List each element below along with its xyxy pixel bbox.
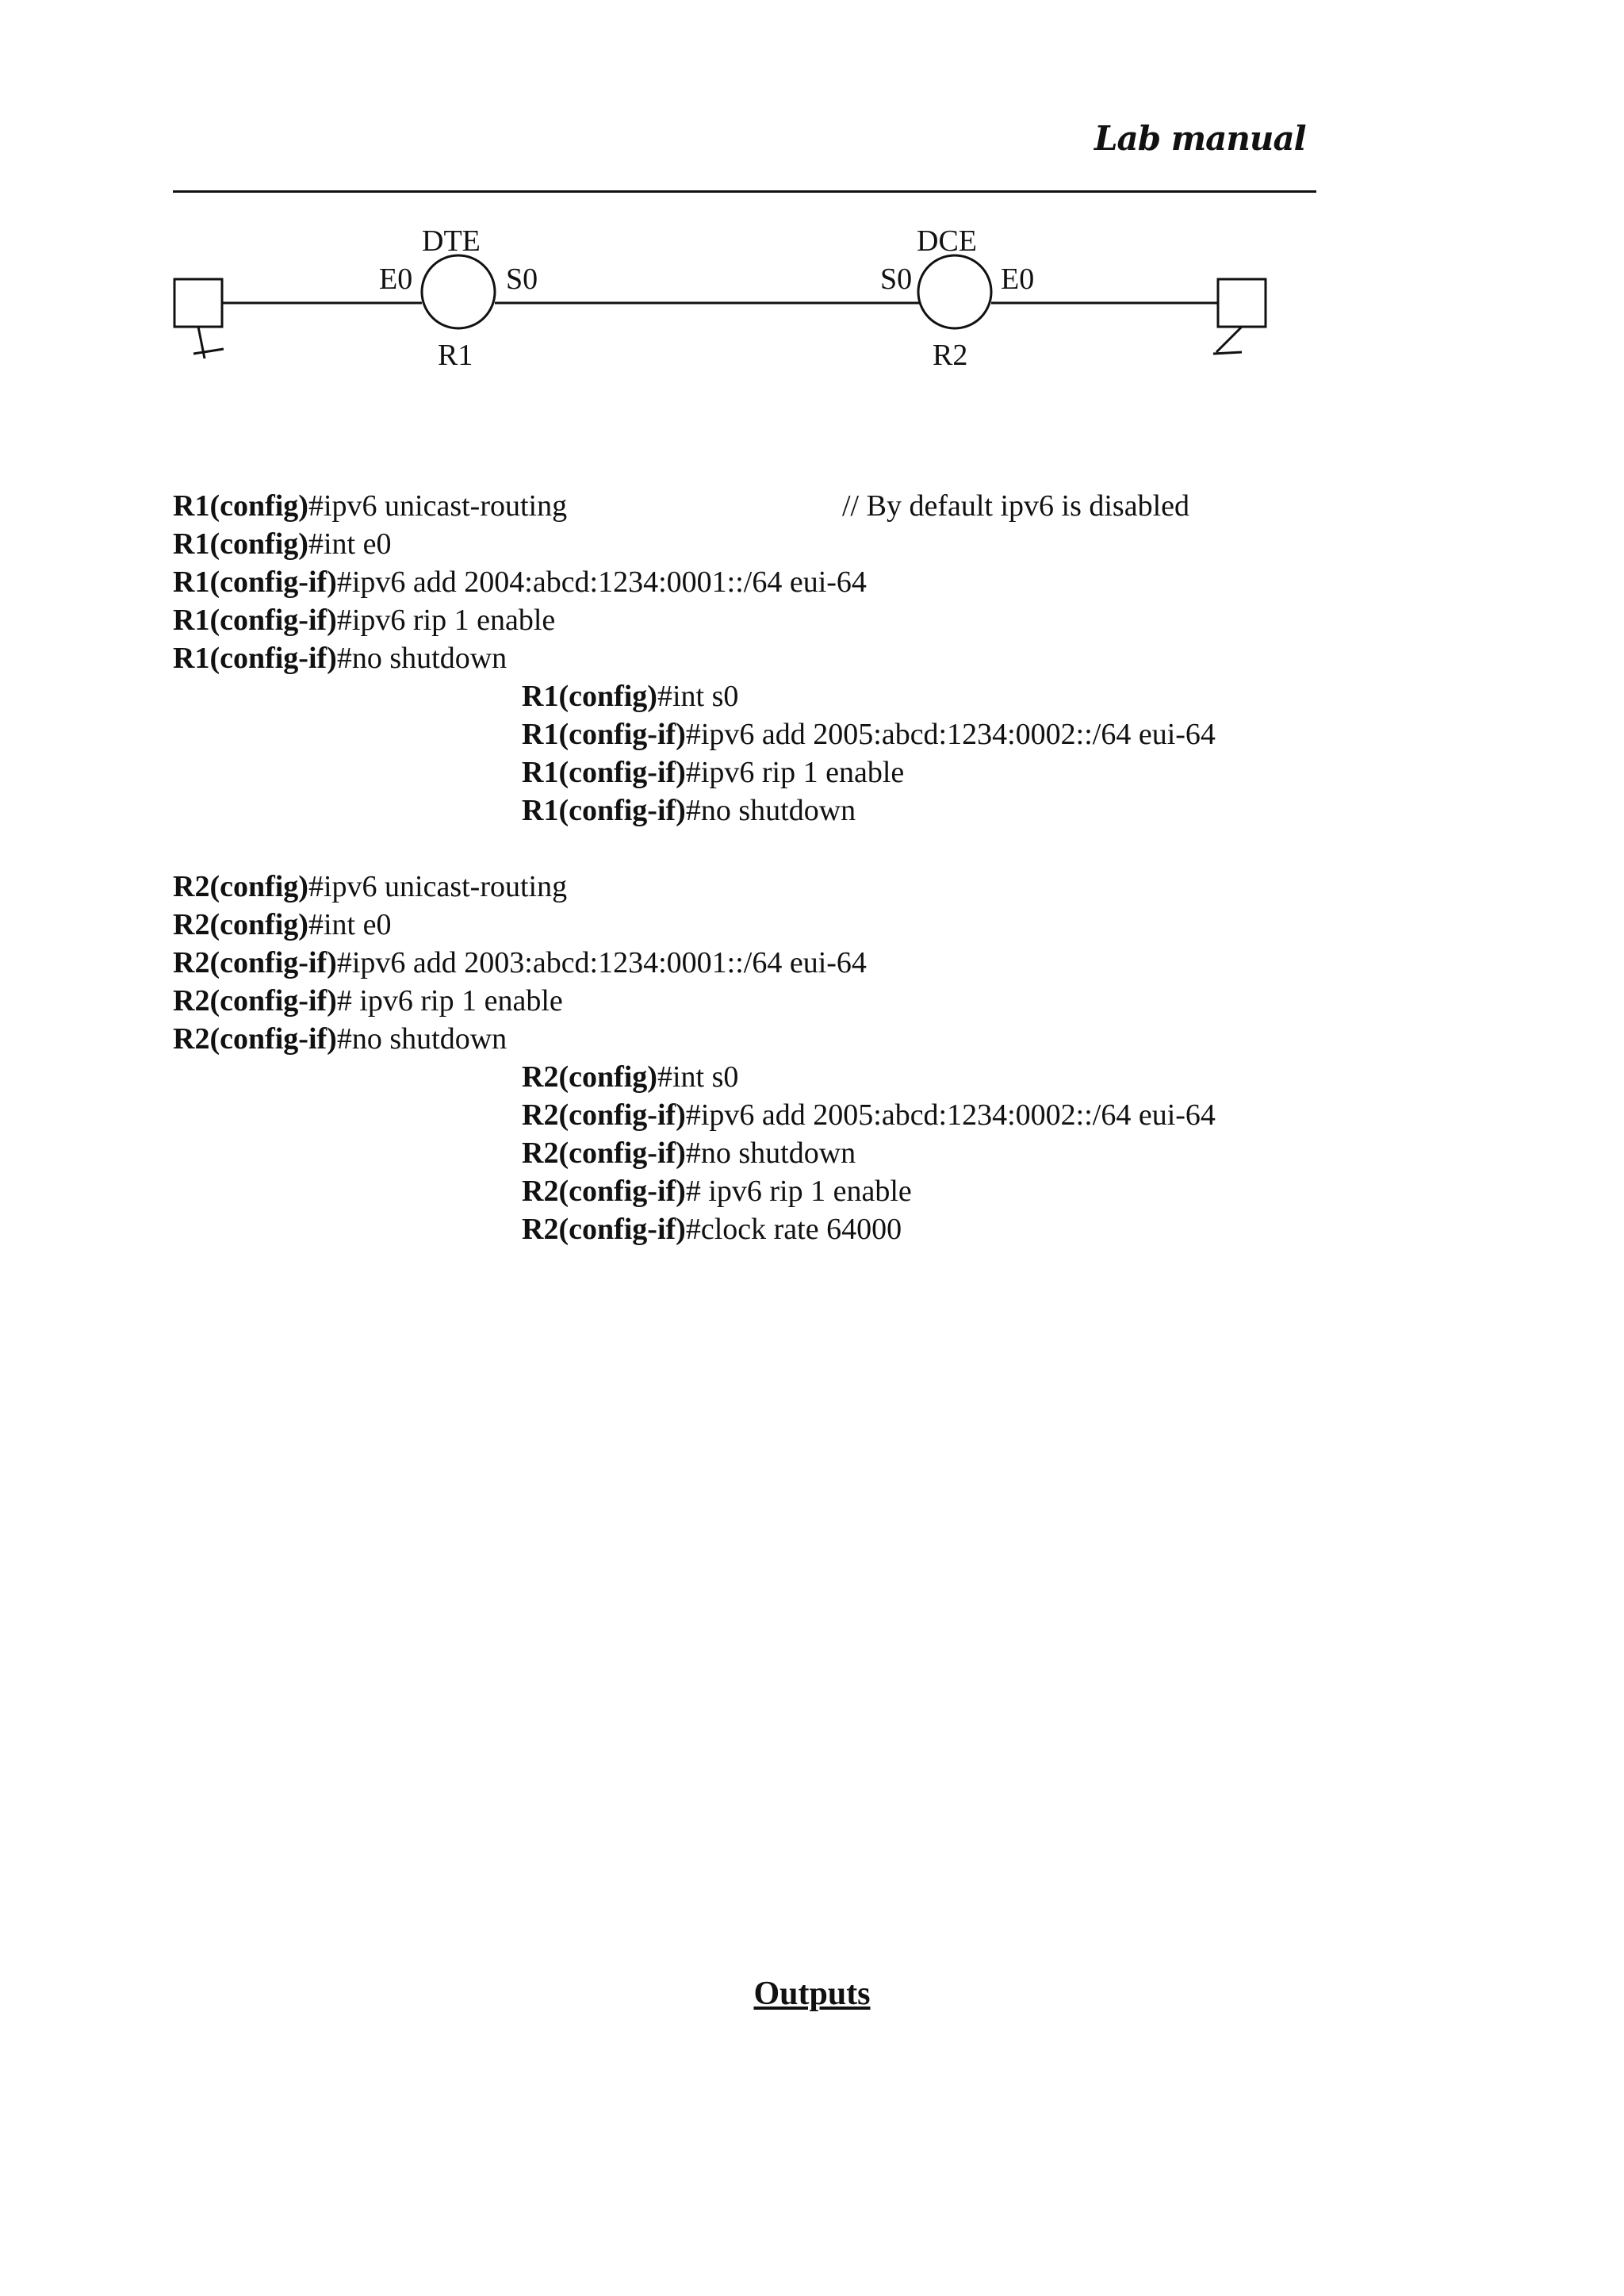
cli-prompt: R1(config-if): [522, 756, 686, 789]
cli-prompt: R1(config-if): [522, 794, 686, 827]
cli-prompt: R1(config-if): [173, 642, 337, 675]
cli-command: #ipv6 unicast-routing: [308, 489, 568, 523]
cli-prompt: R2(config): [173, 870, 308, 903]
cli-command: #int s0: [657, 1060, 739, 1094]
cli-command: #ipv6 add 2004:abcd:1234:0001::/64 eui-64: [336, 565, 867, 599]
cli-prompt: R2(config-if): [173, 946, 337, 979]
router-r2-icon: [918, 255, 991, 328]
cli-command: #ipv6 add 2003:abcd:1234:0001::/64 eui-64: [336, 946, 867, 979]
cli-prompt: R2(config-if): [173, 1022, 337, 1056]
cli-prompt: R2(config-if): [522, 1175, 686, 1208]
cli-command: #ipv6 unicast-routing: [308, 870, 568, 903]
cli-command: #ipv6 rip 1 enable: [336, 604, 556, 637]
r2-cmd-line: [522, 1134, 856, 1172]
r1-name-label: R1: [438, 339, 473, 372]
r1-cmd-line: [173, 487, 567, 525]
r1-cmd-line: [173, 525, 391, 563]
r2-role-label: DCE: [917, 224, 977, 258]
cli-command: #clock rate 64000: [685, 1213, 902, 1246]
cli-prompt: R2(config-if): [522, 1137, 686, 1170]
r2-cmd-line: [173, 868, 567, 906]
pc-right-stand: [1216, 327, 1242, 352]
r1-comment: // By default ipv6 is disabled: [842, 489, 1190, 523]
r1-cmd-line: [173, 563, 867, 601]
r2-cmd-line: [173, 944, 867, 982]
cli-command: #no shutdown: [336, 642, 508, 675]
cli-prompt: R2(config-if): [522, 1098, 686, 1132]
r1-e0-label: E0: [379, 263, 413, 296]
r2-cmd-line: [522, 1096, 1216, 1134]
pc-right-base: [1213, 352, 1242, 354]
cli-prompt: R1(config-if): [522, 718, 686, 751]
cli-command: #no shutdown: [685, 1137, 856, 1170]
cli-command: #no shutdown: [685, 794, 856, 827]
r2-cmd-line: [522, 1058, 738, 1096]
cli-command: #ipv6 add 2005:abcd:1234:0002::/64 eui-64: [685, 718, 1216, 751]
page-header-title: Lab manual: [1094, 119, 1306, 158]
pc-left-base: [193, 349, 224, 354]
cli-prompt: R1(config): [522, 680, 657, 713]
cli-command: # ipv6 rip 1 enable: [685, 1175, 912, 1208]
cli-prompt: R1(config): [173, 527, 308, 561]
cli-command: # ipv6 rip 1 enable: [336, 984, 563, 1018]
r2-cmd-line: [173, 982, 563, 1020]
cli-prompt: R2(config): [522, 1060, 657, 1094]
cli-command: #int e0: [308, 527, 392, 561]
cli-prompt: R1(config-if): [173, 565, 337, 599]
r2-cmd-line: [173, 1020, 507, 1058]
r1-cmd-line: [522, 677, 738, 715]
r2-e0-label: E0: [1001, 263, 1035, 296]
r1-cmd-line: [522, 753, 904, 792]
cli-command: #ipv6 rip 1 enable: [685, 756, 905, 789]
r2-cmd-line: [522, 1210, 902, 1248]
cli-prompt: R2(config-if): [522, 1213, 686, 1246]
r1-cmd-line: [522, 792, 856, 830]
outputs-heading: Outputs: [753, 1976, 871, 2012]
r2-cmd-line: [173, 906, 391, 944]
cli-prompt: R1(config-if): [173, 604, 337, 637]
r1-role-label: DTE: [422, 224, 481, 258]
router-r1-icon: [422, 255, 495, 328]
pc-right-icon: [1218, 279, 1266, 327]
r2-name-label: R2: [933, 339, 968, 372]
r1-cmd-line: [173, 601, 555, 639]
cli-command: #int e0: [308, 908, 392, 941]
cli-command: #int s0: [657, 680, 739, 713]
cli-prompt: R2(config): [173, 908, 308, 941]
r2-cmd-line: [522, 1172, 912, 1210]
cli-prompt: R1(config): [173, 489, 308, 523]
cli-prompt: R2(config-if): [173, 984, 337, 1018]
r2-s0-label: S0: [880, 263, 913, 296]
cli-command: #no shutdown: [336, 1022, 508, 1056]
r1-cmd-line: [522, 715, 1216, 753]
network-topology-diagram: [0, 0, 1624, 412]
pc-left-icon: [174, 279, 222, 327]
cli-command: #ipv6 add 2005:abcd:1234:0002::/64 eui-64: [685, 1098, 1216, 1132]
r1-cmd-line: [173, 639, 507, 677]
r1-s0-label: S0: [506, 263, 538, 296]
